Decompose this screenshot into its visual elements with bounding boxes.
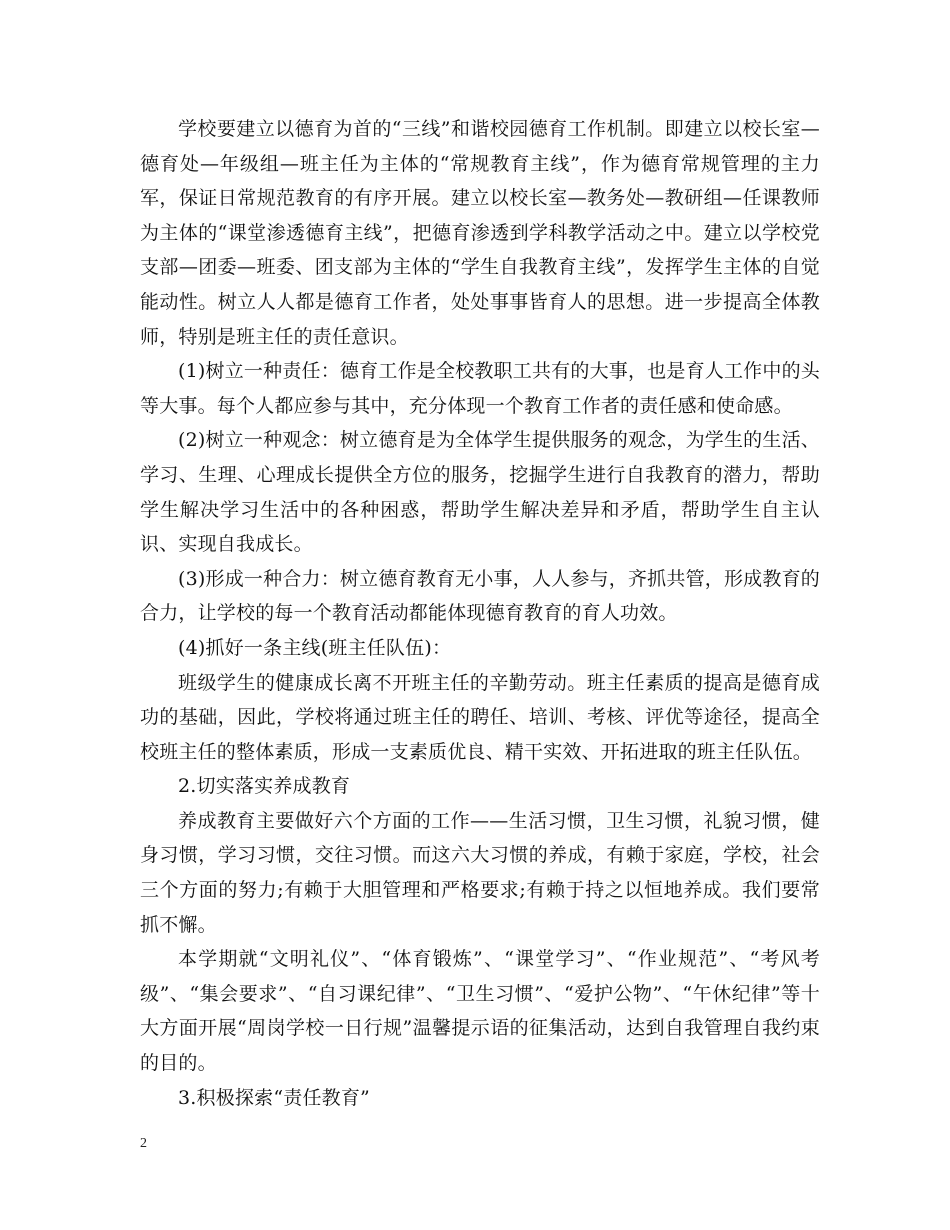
page-number: 2 <box>140 1136 147 1151</box>
section-heading-responsibility-education: 3.积极探索“责任教育” <box>178 1086 370 1109</box>
paragraph-six-habits: 养成教育主要做好六个方面的工作——生活习惯，卫生习惯，礼貌习惯，健身习惯，学习习惯，交往习惯。而这六大习惯的养成，有赖于家庭，学校，社会三个方面的努力;有赖于大胆管理和严格要求;有赖于持之以恒地养成。我们要常抓不懈。 <box>140 809 820 936</box>
paragraph-three-lines-mechanism: 学校要建立以德育为首的“三线”和谐校园德育工作机制。即建立以校长室—德育处—年级组—班主任为主体的“常规教育主线”，作为德育常规管理的主力军，保证日常规范教育的有序开展。建立以校长室—教务处—教研组—任课教师为主体的“课堂渗透德育主线”，把德育渗透到学科教学活动之中。建立以学校党支部—团委—班委、团支部为主体的“学生自我教育主线”，发挥学生主体的自觉能动性。树立人人都是德育工作者，处处事事皆育人的思想。进一步提高全体教师，特别是班主任的责任意识。 <box>140 118 820 348</box>
paragraph-item-2-concept: (2)树立一种观念：树立德育是为全体学生提供服务的观念，为学生的生活、学习、生理、心理成长提供全方位的服务，挖掘学生进行自我教育的潜力，帮助学生解决学习生活中的各种困惑，帮助学生解决差异和矛盾，帮助学生自主认识、实现自我成长。 <box>140 429 820 556</box>
section-heading-habit-education: 2.切实落实养成教育 <box>178 775 351 798</box>
paragraph-item-3-synergy: (3)形成一种合力：树立德育教育无小事，人人参与，齐抓共管，形成教育的合力，让学校的每一个教育活动都能体现德育教育的育人功效。 <box>140 567 820 625</box>
paragraph-item-4-main-line: (4)抓好一条主线(班主任队伍)： <box>178 636 452 659</box>
paragraph-semester-activities: 本学期就“文明礼仪”、“体育锻炼”、“课堂学习”、“作业规范”、“考风考级”、“集会要求”、“自习课纪律”、“卫生习惯”、“爱护公物”、“午休纪律”等十大方面开展“周岗学校一日行规”温馨提示语的征集活动，达到自我管理自我约束的目的。 <box>140 948 820 1075</box>
paragraph-item-1-responsibility: (1)树立一种责任：德育工作是全校教职工共有的大事，也是育人工作中的头等大事。每个人都应参与其中，充分体现一个教育工作者的责任感和使命感。 <box>140 360 820 417</box>
paragraph-class-teacher-team: 班级学生的健康成长离不开班主任的辛勤劳动。班主任素质的提高是德育成功的基础，因此，学校将通过班主任的聘任、培训、考核、评优等途径，提高全校班主任的整体素质，形成一支素质优良、精干实效、开拓进取的班主任队伍。 <box>140 671 820 763</box>
document-body <box>140 112 820 1115</box>
